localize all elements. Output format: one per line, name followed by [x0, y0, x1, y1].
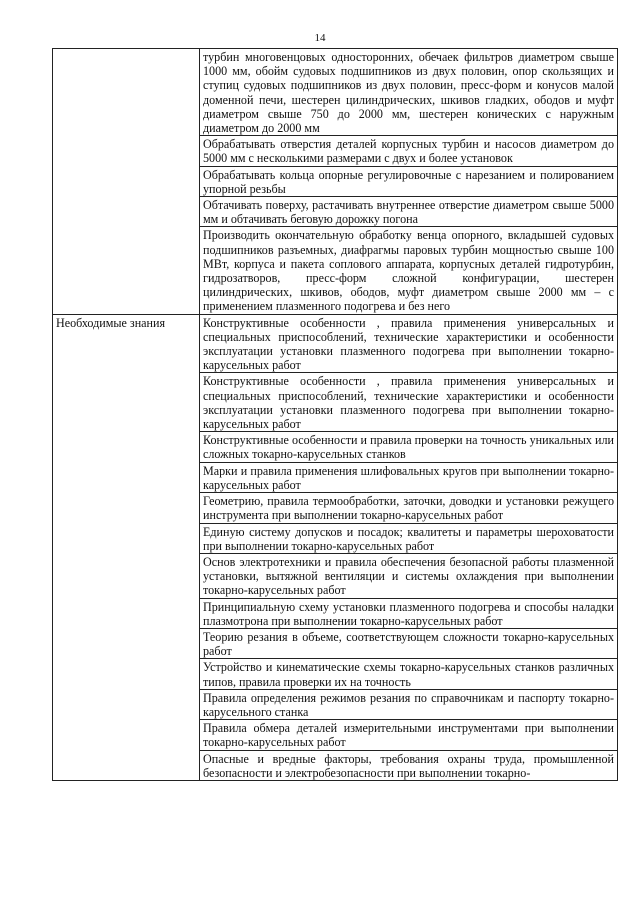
row-text: Производить окончательную обработку венца опорного, вкладышей судовых подшипников разъемных, диафрагмы паровых турбин мощностью свыше 100 МВт, корпуса и пакета соплового аппарата, корпусных деталей гидротурбин, гидрозатворов, пресс-форм сложной конфигурации, шестерен цилиндрических, шкивов, ободов, муфт диаметром свыше 2000 мм – с применением плазменного подогрева и без него	[200, 227, 618, 314]
row-text: турбин многовенцовых односторонних, обечаек фильтров диаметром свыше 1000 мм, обойм судовых подшипников из двух половин, опор скользящих и ступиц судовых подшипников из двух половин, пресс-форм и конусов малой доменной печи, шестерен цилиндрических, шкивов гладких, ободов и муфт диаметром свыше 750 до 2000 мм, шестерен конических с наружным диаметром до 2000 мм	[200, 49, 618, 136]
row-label	[53, 49, 200, 315]
row-text: Обтачивать поверху, растачивать внутреннее отверстие диаметром свыше 5000 мм и обтачивать беговую дорожку погона	[200, 197, 618, 227]
section-label-required-knowledge: Необходимые знания	[53, 314, 200, 780]
row-text: Конструктивные особенности и правила проверки на точность уникальных или сложных токарно-карусельных станков	[200, 432, 618, 462]
page-number: 14	[314, 32, 326, 44]
row-text: Теорию резания в объеме, соответствующем сложности токарно-карусельных работ	[200, 628, 618, 658]
row-text: Правила обмера деталей измерительными инструментами при выполнении токарно-карусельных работ	[200, 720, 618, 750]
row-text: Геометрию, правила термообработки, заточки, доводки и установки режущего инструмента при выполнении токарно-карусельных работ	[200, 493, 618, 523]
row-text: Устройство и кинематические схемы токарно-карусельных станков различных типов, правила проверки их на точность	[200, 659, 618, 689]
row-text: Основ электротехники и правила обеспечения безопасной работы плазменной установки, вытяжной вентиляции и системы охлаждения при выполнении токарно-карусельных работ	[200, 553, 618, 598]
row-text: Принципиальную схему установки плазменного подогрева и способы наладки плазмотрона при выполнении токарно-карусельных работ	[200, 598, 618, 628]
table-row	[53, 49, 618, 136]
table-row	[53, 314, 618, 373]
row-text: Марки и правила применения шлифовальных кругов при выполнении токарно-карусельных работ	[200, 462, 618, 492]
requirements-table	[52, 48, 618, 781]
row-text: Правила определения режимов резания по справочникам и паспорту токарно-карусельного станка	[200, 689, 618, 719]
row-text: Опасные и вредные факторы, требования охраны труда, промышленной безопасности и электробезопасности при выполнении токарно-	[200, 750, 618, 780]
row-text: Конструктивные особенности , правила применения универсальных и специальных приспособлений, технические характеристики и особенности эксплуатации установки плазменного подогрева при выполнении токарно-карусельных работ	[200, 314, 618, 373]
row-text: Конструктивные особенности , правила применения универсальных и специальных приспособлений, технические характеристики и особенности эксплуатации установки плазменного подогрева при выполнении токарно-карусельных работ	[200, 373, 618, 432]
row-text: Обрабатывать отверстия деталей корпусных турбин и насосов диаметром до 5000 мм с несколькими размерами с двух и более установок	[200, 136, 618, 166]
row-text: Единую систему допусков и посадок; квалитеты и параметры шероховатости при выполнении токарно-карусельных работ	[200, 523, 618, 553]
row-text: Обрабатывать кольца опорные регулировочные с нарезанием и полированием упорной резьбы	[200, 166, 618, 196]
